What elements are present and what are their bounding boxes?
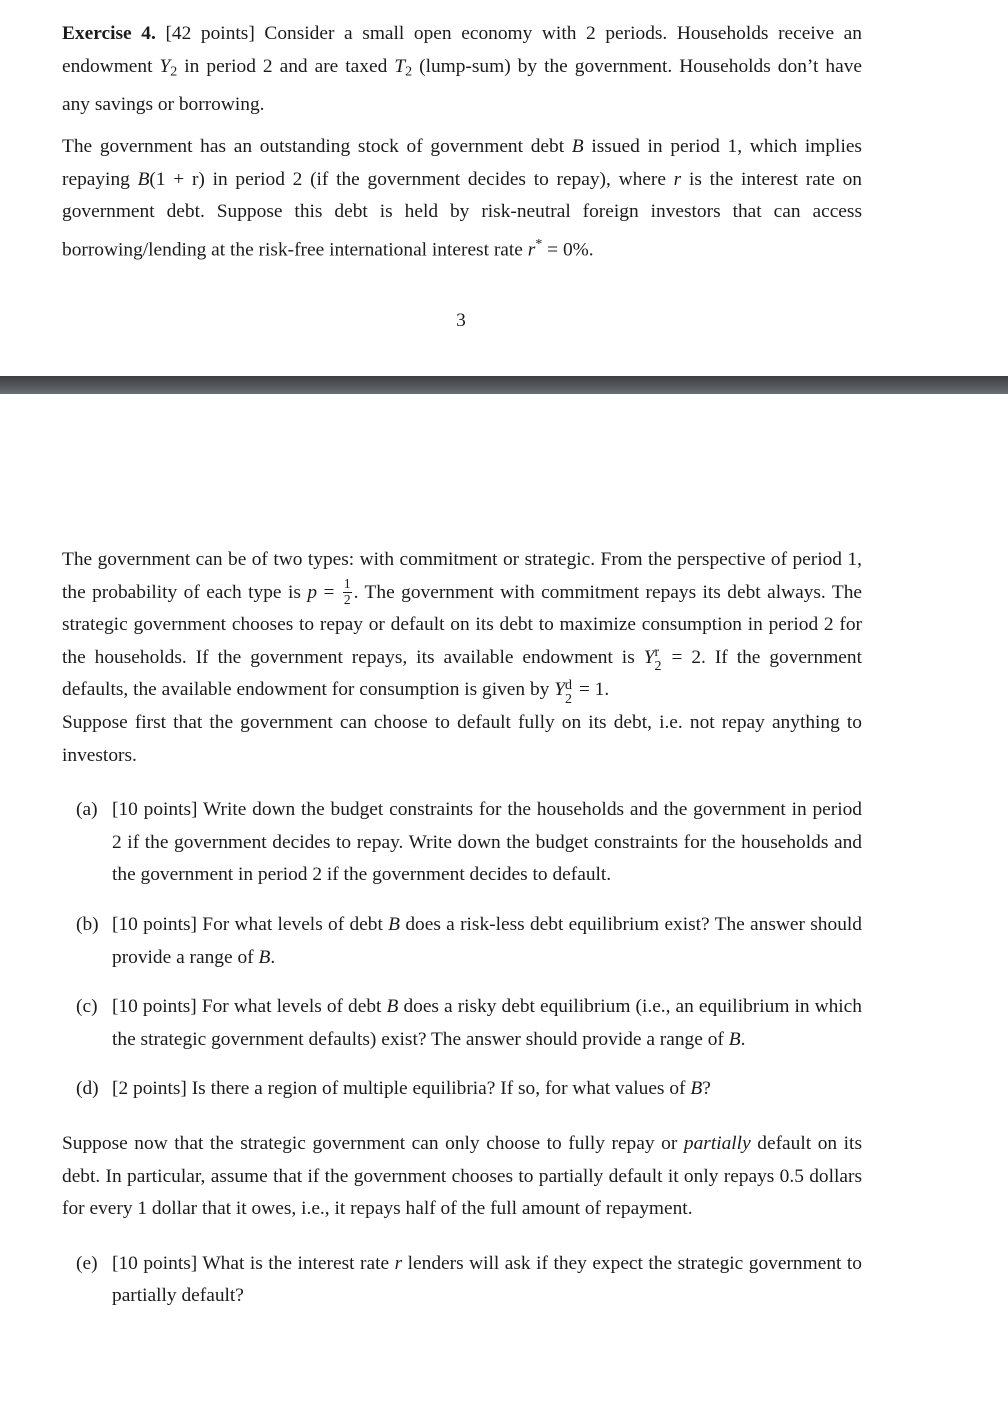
partial-text: default on its debt. In particular, assume that if the government chooses to partially default it only repays 0.5 dollars for every 1 dollar that it owes, i.e., it repays half of the full amount of repayment. xyxy=(62,1132,862,1220)
question-label: (c) xyxy=(76,996,98,1018)
question-item-e xyxy=(62,1248,862,1313)
question-text: [10 points] Write down the budget constraints for the households and the government in period 2 if the government decides to repay. Write down the budget constraints for the households and the government in period 2 if the government decides to default. xyxy=(112,799,862,886)
debt-text: The government has an outstanding stock of government debt xyxy=(62,136,565,158)
partial-text: Suppose now that the strategic government can only choose to fully repay or xyxy=(62,1132,678,1154)
var-Y-default: Y xyxy=(554,679,565,701)
question-item-d xyxy=(62,1073,862,1106)
var-B: B xyxy=(388,913,401,935)
var-B: B xyxy=(571,136,584,158)
question-list-2 xyxy=(62,1248,862,1313)
var-p: p xyxy=(307,581,318,603)
exercise-label: Exercise 4. xyxy=(62,23,156,44)
partial-emphasis: partially xyxy=(683,1132,751,1154)
exercise-intro-paragraph xyxy=(62,18,862,121)
fraction-denominator: 2 xyxy=(343,592,351,608)
equals-sign: = xyxy=(323,581,335,603)
question-label: (a) xyxy=(76,799,98,821)
question-text: [10 points] For what levels of debt xyxy=(112,996,382,1018)
question-label: (e) xyxy=(76,1252,98,1274)
debt-text: = 0%. xyxy=(547,239,594,261)
exercise-points: [42 points] xyxy=(165,23,255,44)
var-T-sub: 2 xyxy=(405,64,413,80)
question-text: [2 points] Is there a region of multiple equilibria? If so, for what values of xyxy=(112,1078,686,1100)
fraction-numerator: 1 xyxy=(343,576,351,592)
var-r: r xyxy=(394,1252,403,1274)
expr-1-plus-r: (1 + r) xyxy=(149,168,205,190)
var-Y-repay-sub: 2 xyxy=(654,659,662,675)
full-default-paragraph: Suppose first that the government can choose to default fully on its debt, i.e. not repay anything to investors. xyxy=(62,711,862,766)
var-Y-default-sup: d xyxy=(565,677,572,693)
var-r: r xyxy=(673,168,682,190)
debt-text: in period 2 (if the government decides to repay), where xyxy=(212,168,666,190)
var-B: B xyxy=(258,946,271,968)
var-B: B xyxy=(728,1028,741,1050)
types-text: = 1. xyxy=(578,679,610,701)
page-lower-section xyxy=(62,544,862,1330)
types-text: = 2. If the government defaults, the available endowment for consumption is given by xyxy=(62,646,862,701)
debt-paragraph xyxy=(62,131,862,267)
question-list-1 xyxy=(62,794,862,1106)
question-text: lenders will ask if they expect the strategic government to partially default? xyxy=(112,1252,862,1307)
var-Y: Y xyxy=(159,55,171,77)
var-Y-repay: Y xyxy=(643,646,655,668)
types-text: The government can be of two types: with commitment or strategic. From the perspective of period 1, the probability of each type is xyxy=(62,549,862,603)
question-text: does a risky debt equilibrium (i.e., an equilibrium in which the strategic government defaults) exist? The answer should provide a range of xyxy=(112,996,862,1050)
var-Y-repay-sup: r xyxy=(654,645,660,661)
page-divider xyxy=(0,376,1008,394)
var-B: B xyxy=(137,168,150,190)
government-types-paragraph xyxy=(62,544,862,707)
question-label: (d) xyxy=(76,1078,99,1100)
var-Y-sub: 2 xyxy=(170,64,178,80)
question-text: [10 points] For what levels of debt xyxy=(112,913,383,935)
var-Y-default-sub: 2 xyxy=(565,691,572,707)
question-item-c xyxy=(62,991,862,1056)
intro-text: (lump-sum) by the government. Households don’t have any savings or borrowing. xyxy=(62,55,862,115)
intro-text: in period 2 and are taxed xyxy=(184,55,388,77)
debt-text: issued in period 1, which implies repaying xyxy=(62,136,862,190)
intro-text: Consider a small open economy with 2 periods. Households receive an endowment xyxy=(62,23,862,77)
var-r-star-sup: * xyxy=(535,237,543,253)
page-number: 3 xyxy=(456,310,466,331)
var-T: T xyxy=(394,55,406,77)
var-B: B xyxy=(386,996,399,1018)
types-text: . The government with commitment repays its debt always. The strategic government chooses to repay or default on its debt to maximize consumption in period 2 for the households. If the government repays, its available endowment is xyxy=(62,581,862,668)
question-text: does a risk-less debt equilibrium exist? The answer should provide a range of xyxy=(112,913,862,968)
question-text: . xyxy=(740,1028,746,1050)
question-text: . xyxy=(270,946,276,968)
question-text: [10 points] What is the interest rate xyxy=(112,1252,390,1274)
partial-default-paragraph xyxy=(62,1128,862,1226)
question-item-b xyxy=(62,909,862,974)
question-label: (b) xyxy=(76,913,99,935)
question-item-a xyxy=(62,794,862,892)
question-text: ? xyxy=(702,1078,711,1100)
debt-text: is the interest rate on government debt. Suppose this debt is held by risk-neutral foreign investors that can access borrowing/lending at the risk-free international interest rate xyxy=(62,168,862,261)
var-B: B xyxy=(690,1078,703,1100)
fraction-one-half xyxy=(343,577,352,608)
var-r-star: r xyxy=(527,239,536,261)
page-upper-section xyxy=(62,18,862,267)
